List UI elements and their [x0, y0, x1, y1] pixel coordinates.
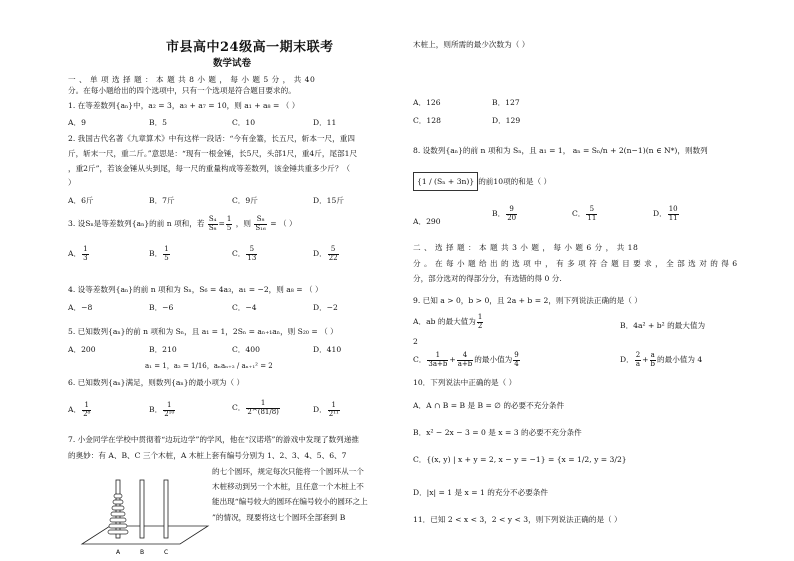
- q6-option-c-num: 1: [246, 400, 280, 409]
- q8-prefix: 8. 设数列{aₙ}的前 n 项和为 Sₙ，且 a₁ = 1，: [413, 146, 571, 155]
- q9-option-a-den: 2: [477, 321, 483, 330]
- peg-label-c: C: [164, 549, 169, 556]
- q7-line1: 7. 小金同学在学校中贯彻着“边玩边学”的学风，他在“汉诺塔”的游戏中发现了数列递推: [68, 435, 359, 444]
- q3-option-a-den: 3: [83, 253, 88, 262]
- q3-option-d[interactable]: [313, 246, 340, 262]
- q3-option-d-den: 22: [328, 253, 338, 262]
- q10-option-a[interactable]: A．A ∩ B = B 是 B = ∅ 的必要不充分条件: [413, 401, 565, 410]
- q3-option-b-num: 1: [164, 245, 169, 253]
- q9-option-b[interactable]: B．4a² + b² 的最大值为: [620, 321, 706, 330]
- q9-option-c-min-den: 4: [514, 359, 519, 368]
- q8-option-c[interactable]: [572, 206, 598, 222]
- q8-condition: aₙ = Sₙ/n + 2(n−1)(n ∈ N*): [572, 146, 678, 155]
- q8-option-d[interactable]: [653, 206, 680, 222]
- q9-option-d-f1-num: 2: [635, 351, 641, 359]
- q7-line4: 木桩移动到另一个木桩，且任意一个木桩上不: [212, 482, 364, 491]
- q2-option-b[interactable]: B．7斤: [149, 196, 175, 205]
- q9-option-d-text: 的最小值为 4: [657, 355, 703, 365]
- q2-line1: 2. 我国古代名著《九章算术》中有这样一段话：“今有金箠，长五尺，斩本一尺，重四: [68, 134, 355, 143]
- q6-option-d[interactable]: [313, 402, 341, 418]
- hanoi-tower-figure: [80, 466, 210, 558]
- q3-option-c-frac: [246, 246, 257, 262]
- peg-label-a: A: [116, 549, 121, 556]
- q10-option-d[interactable]: D．|x| = 1 是 x = 1 的充分不必要条件: [413, 488, 548, 497]
- q8-option-d-label: D．: [653, 209, 667, 219]
- q9-option-a-label: A．ab 的最大值为: [413, 317, 476, 327]
- q9-option-d-f1: [635, 352, 641, 368]
- q4-option-a[interactable]: A．−8: [68, 303, 93, 312]
- q3-prefix: 3. 设Sₙ是等差数列{aₙ}的前 n 项和，若: [68, 219, 205, 229]
- q1-option-b[interactable]: B．5: [149, 118, 168, 127]
- q7-option-d[interactable]: D．129: [492, 116, 521, 125]
- q8-seq-tail: 的前10项的和是（ ）: [478, 177, 552, 186]
- q2-line3: ，重2斤”，若该金锤从头到尾，每一尺的重量构成等差数列，该金锤共重多少斤？（: [68, 164, 351, 173]
- q9-option-d-label: D．: [620, 355, 634, 365]
- q2-option-d[interactable]: D．15斤: [313, 196, 344, 205]
- q6-option-b[interactable]: [149, 402, 176, 418]
- q3-mid: ，则: [235, 219, 251, 229]
- q8-option-c-num: 5: [586, 206, 597, 215]
- q4-stem: 4. 设等差数列{aₙ}的前 n 项和为 Sₙ，S₆ = 4a₃，a₁ = −2，则 a₈ = （ ）: [68, 285, 323, 294]
- section1-heading-line1: 一 、 单 项 选 择 题 ： 本 题 共 8 小 题 ， 每 小 题 5 分 ， 共 40: [68, 75, 316, 84]
- q4-option-c[interactable]: C．−4: [232, 303, 257, 312]
- q10-stem: 10．下列说法中正确的是（ ）: [413, 378, 517, 387]
- page-subtitle: 数学试卷: [213, 58, 252, 69]
- q4-option-d[interactable]: D．−2: [313, 303, 338, 312]
- q7-option-c[interactable]: C．128: [413, 116, 441, 125]
- q6-option-a-frac: [82, 402, 91, 418]
- q3-ratio2: [254, 216, 266, 232]
- q9-option-d-f1-den: a: [635, 359, 641, 368]
- ring-1: [114, 494, 122, 498]
- section2-heading-line1: 二 、 选 择 题 ： 本 题 共 3 小 题 ， 每 小 题 6 分 ， 共 18: [413, 243, 639, 252]
- q3-option-c-num: 5: [246, 246, 257, 255]
- section2-heading-line3: 分，部分选对的得部分分，有选错的得 0 分.: [413, 274, 562, 283]
- ring-3: [112, 506, 124, 510]
- q6-option-c-den: 2^(81/8): [247, 407, 279, 416]
- q9-option-d-f2: [650, 352, 656, 368]
- q11-stem: 11．已知 2 < x < 3，2 < y < 3，则下列说法正确的是（ ）: [413, 515, 622, 524]
- q6-option-c[interactable]: [232, 400, 281, 416]
- q6-option-a[interactable]: [68, 402, 92, 418]
- q8-option-b[interactable]: [492, 206, 518, 222]
- q1-option-d[interactable]: D．11: [313, 118, 337, 127]
- q9-option-d[interactable]: D． $\frac{2}{a}$ + $\frac{a}{b}$ 的最小值为 4: [620, 351, 703, 368]
- hanoi-peg-b: [140, 480, 144, 538]
- q7-line6: ”的情况，现要将这七个圆环全部套到 B: [212, 513, 346, 522]
- q3-option-d-label: D．: [313, 249, 327, 259]
- q6-option-c-frac: [246, 400, 280, 416]
- q9-option-a-num: 1: [477, 313, 483, 321]
- q6-option-b-den: 2¹⁰: [164, 409, 175, 418]
- q9-option-c-f1-num: 1: [427, 352, 448, 361]
- q5-stem: 5. 已知数列{aₙ}的前 n 项和为 Sₙ，且 a₁ = 1，2Sₙ = aₙ₊₁aₙ，则 S₂₀ = （ ）: [68, 327, 338, 336]
- ring-2: [113, 500, 123, 504]
- q3-option-a-label: A．: [68, 249, 82, 259]
- ring-6: [109, 524, 127, 528]
- q3-option-a-frac: [82, 246, 88, 262]
- ring-4: [111, 512, 125, 516]
- q3-stem: 3. 设Sₙ是等差数列{aₙ}的前 n 项和，若 $\frac{\text{S₄}}{\text{S₈}}$ = $\frac{1}{5}$ ，则 $\frac{\text{S₈}}{\text{S₁₆}}$ = （ ）: [68, 215, 297, 232]
- q8-option-d-den: 11: [668, 213, 678, 222]
- hanoi-peg-c: [164, 480, 168, 538]
- q9-option-c[interactable]: C． $\frac{1}{3a+b}$ + $\frac{4}{a+b}$ 的最小值为 $\frac{9}{4}$: [413, 351, 519, 368]
- q7-line3: 的七个圆环，规定每次只能将一个圆环从一个: [212, 467, 364, 476]
- q5-option-d[interactable]: D．410: [313, 345, 342, 354]
- q9-option-d-f2-num: a: [650, 351, 655, 359]
- q3-option-c-den: 13: [247, 253, 257, 262]
- q7-line2: 的奥妙：有 A、B、C 三个木桩，A 木桩上套有编号分别为 1、2、3、4、5、6、7: [68, 451, 347, 460]
- q3-ratio1-value-num: 1: [226, 215, 232, 223]
- hanoi-peg-a: [108, 480, 128, 538]
- q7-line7: 木桩上，则所需的最少次数为（ ）: [413, 40, 530, 49]
- q3-option-d-frac: [328, 246, 339, 262]
- q9-option-c-f1: [427, 352, 448, 368]
- q3-suffix: = （ ）: [270, 219, 297, 229]
- q7-line5: 能出现“编号较大的圆环在编号较小的圆环之上: [212, 497, 368, 506]
- q9-stem: 9. 已知 a > 0，b > 0，且 2a + b = 2，则下列说法正确的是（ ）: [413, 296, 642, 305]
- q3-option-b[interactable]: [149, 246, 171, 262]
- q8-seq-expr: {1 / (Sₙ + 3n)}: [413, 172, 478, 191]
- q3-option-a-num: 1: [83, 245, 88, 253]
- q6-condition: a₁ = 1，a₂ = 1/16，aₙaₙ₊₂ / aₙ₊₁² = 2: [145, 362, 273, 370]
- q8-stem: [413, 146, 708, 155]
- q6-option-a-den: 2⁸: [83, 409, 91, 418]
- q10-option-c[interactable]: C．{(x, y) | x + y = 2, x − y = −1} = {x = 1/2, y = 3/2}: [413, 455, 627, 464]
- q9-option-c-min: [513, 352, 519, 368]
- q6-option-c-label: C．: [232, 403, 246, 413]
- q8-tail: ，则数列: [677, 146, 708, 155]
- q2-option-a[interactable]: A．6斤: [68, 196, 94, 205]
- q8-option-b-den: 20: [507, 213, 517, 222]
- q9-option-a[interactable]: [413, 314, 484, 330]
- q6-option-b-num: 1: [163, 402, 175, 411]
- q9-option-a-frac: [477, 314, 483, 330]
- q10-option-b[interactable]: B．x² − 2x − 3 = 0 是 x = 3 的必要不充分条件: [413, 428, 582, 437]
- hanoi-base: [82, 526, 208, 544]
- q6-option-a-label: A．: [68, 405, 82, 415]
- q3-ratio1-num: S₄: [208, 215, 217, 223]
- q3-ratio2-num: S₈: [254, 216, 266, 225]
- q3-ratio1: [208, 216, 218, 232]
- q9-option-c-f1-den: 3a+b: [428, 359, 448, 368]
- q8-option-c-label: C．: [572, 209, 586, 219]
- q9-option-d-f2-den: b: [650, 359, 656, 368]
- q8-option-b-frac: [506, 206, 517, 222]
- ring-5: [110, 518, 126, 522]
- q6-option-a-num: 1: [82, 402, 91, 411]
- q7-option-b[interactable]: B．127: [492, 98, 520, 107]
- q3-ratio1-value: [226, 216, 232, 232]
- q6-option-d-label: D．: [313, 405, 327, 415]
- q5-option-c[interactable]: C．400: [232, 345, 260, 354]
- q9-option-c-min-num: 9: [514, 351, 519, 359]
- q6-option-d-frac: [328, 402, 340, 418]
- q6-stem: [68, 378, 244, 387]
- q1-option-a[interactable]: A．9: [68, 118, 86, 127]
- section1-heading-line2: 分。在每小题给出的四个选项中，只有一个选项是符合题目要求的。: [68, 86, 296, 95]
- page-title: 市县高中24级高一期末联考: [166, 40, 334, 55]
- q3-option-a[interactable]: [68, 246, 90, 262]
- q3-ratio1-value-den: 5: [226, 223, 232, 232]
- q6-option-b-label: B．: [149, 405, 163, 415]
- peg-label-b: B: [140, 549, 145, 556]
- q1-option-c[interactable]: C．10: [232, 118, 256, 127]
- q2-option-c[interactable]: C．9斤: [232, 196, 258, 205]
- q9-option-c-text: 的最小值为: [474, 355, 513, 365]
- q6-option-b-frac: [163, 402, 175, 418]
- q8-option-c-frac: [586, 206, 597, 222]
- q3-option-b-frac: [163, 246, 169, 262]
- q7-option-a[interactable]: A．126: [413, 98, 441, 107]
- q8-seq: [413, 172, 551, 191]
- q9-option-c-label: C．: [413, 355, 427, 365]
- q3-ratio2-den: S₁₆: [255, 223, 266, 232]
- q5-option-a[interactable]: A．200: [68, 345, 96, 354]
- q8-option-c-den: 11: [587, 213, 597, 222]
- q3-ratio1-den: S₈: [208, 223, 217, 232]
- section2-heading-line2: 分 。 在 每 小 题 给 出 的 选 项 中 ， 有 多 项 符 合 题 目 要 求 ， 全 部 选 对 的 得 6: [413, 259, 738, 268]
- q2-line4: ）: [68, 178, 76, 187]
- q3-option-b-den: 5: [164, 253, 169, 262]
- q3-option-c-label: C．: [232, 249, 246, 259]
- q9-option-c-f2-den: a+b: [457, 359, 473, 368]
- q5-option-b[interactable]: B．210: [149, 345, 177, 354]
- q3-option-d-num: 5: [328, 246, 339, 255]
- q3-option-b-label: B．: [149, 249, 163, 259]
- q6-stem-tail: ，则数列{aₙ}的最小项为（ ）: [140, 378, 245, 387]
- q3-option-c[interactable]: [232, 246, 258, 262]
- q6-option-d-den: 2¹¹: [328, 409, 339, 418]
- q9-option-b-value: 2: [413, 337, 418, 346]
- q8-option-b-label: B．: [492, 209, 506, 219]
- q9-option-c-f2-num: 4: [457, 352, 474, 361]
- q6-option-d-num: 1: [328, 402, 340, 411]
- q8-option-d-frac: [668, 206, 679, 222]
- q1-stem: 1. 在等差数列{aₙ}中，a₂ = 3，a₃ + a₇ = 10，则 a₁ + a₈ = （ ）: [68, 101, 300, 110]
- ring-7: [108, 530, 128, 534]
- q6-stem-head: 6. 已知数列{aₙ}满足: [68, 378, 141, 387]
- q4-option-b[interactable]: B．−6: [149, 303, 174, 312]
- q2-line2: 斤，斩末一尺，重二斤。”意思是：“现有一根金锤，长5尺，头部1尺，重4斤，尾部1尺: [68, 149, 358, 158]
- q8-option-b-num: 9: [506, 206, 517, 215]
- q8-option-a[interactable]: A．290: [413, 217, 441, 226]
- q9-option-c-f2: [457, 352, 474, 368]
- q8-option-d-num: 10: [668, 205, 678, 213]
